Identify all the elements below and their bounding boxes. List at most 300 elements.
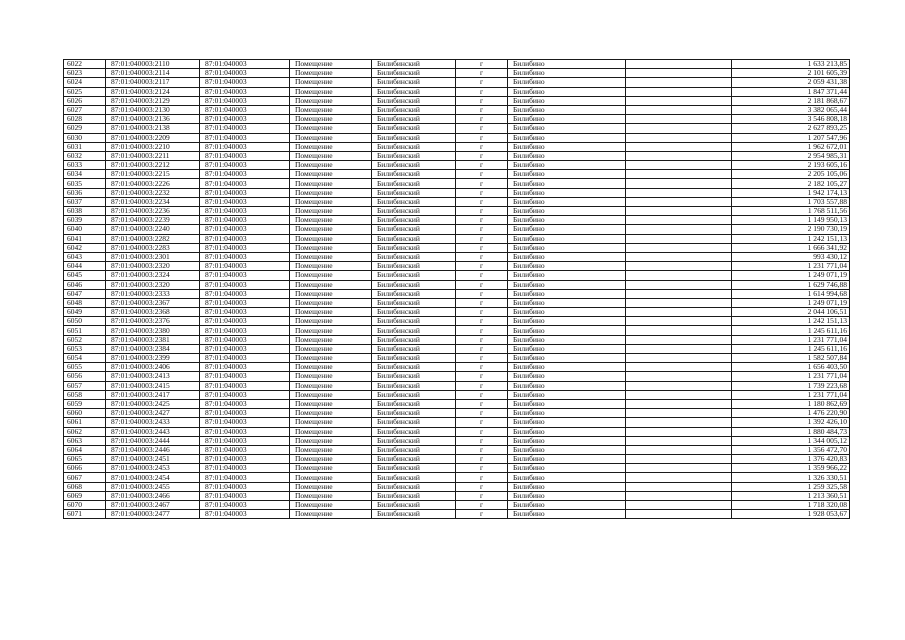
cell-address <box>626 482 732 491</box>
cell-num: 6055 <box>64 363 106 372</box>
cell-num: 6030 <box>64 133 106 142</box>
cell-settlement: Билибино <box>508 151 626 160</box>
cell-object-type: Помещение <box>290 197 372 206</box>
cell-value: 1 582 507,84 <box>732 354 850 363</box>
cell-settlement: Билибино <box>508 124 626 133</box>
cell-address <box>626 216 732 225</box>
cell-object-type: Помещение <box>290 124 372 133</box>
cell-settlement-type: г <box>456 289 508 298</box>
table-row <box>64 105 850 114</box>
cell-address <box>626 78 732 87</box>
cell-district: Билибинский <box>372 280 456 289</box>
cell-cadastral-number: 87:01:040003:2454 <box>106 473 200 482</box>
cell-district: Билибинский <box>372 418 456 427</box>
cell-quarter: 87:01:040003 <box>200 142 290 151</box>
cell-num: 6046 <box>64 280 106 289</box>
cell-cadastral-number: 87:01:040003:2413 <box>106 372 200 381</box>
cell-settlement: Билибино <box>508 427 626 436</box>
cell-num: 6037 <box>64 197 106 206</box>
cell-quarter: 87:01:040003 <box>200 298 290 307</box>
cell-quarter: 87:01:040003 <box>200 197 290 206</box>
cell-object-type: Помещение <box>290 271 372 280</box>
cell-num: 6067 <box>64 473 106 482</box>
cell-object-type: Помещение <box>290 354 372 363</box>
cell-quarter: 87:01:040003 <box>200 234 290 243</box>
cell-object-type: Помещение <box>290 161 372 170</box>
cell-settlement: Билибино <box>508 69 626 78</box>
cell-cadastral-number: 87:01:040003:2124 <box>106 87 200 96</box>
cell-value: 2 181 868,67 <box>732 96 850 105</box>
cell-value: 1 259 325,58 <box>732 482 850 491</box>
cell-quarter: 87:01:040003 <box>200 473 290 482</box>
cell-num: 6060 <box>64 409 106 418</box>
cell-cadastral-number: 87:01:040003:2136 <box>106 115 200 124</box>
table-row <box>64 96 850 105</box>
cell-object-type: Помещение <box>290 188 372 197</box>
cell-quarter: 87:01:040003 <box>200 344 290 353</box>
cell-num: 6062 <box>64 427 106 436</box>
cell-object-type: Помещение <box>290 234 372 243</box>
cell-num: 6026 <box>64 96 106 105</box>
cell-cadastral-number: 87:01:040003:2455 <box>106 482 200 491</box>
cell-district: Билибинский <box>372 510 456 519</box>
cell-quarter: 87:01:040003 <box>200 354 290 363</box>
cell-settlement-type: г <box>456 464 508 473</box>
table-row <box>64 60 850 69</box>
cell-settlement: Билибино <box>508 491 626 500</box>
cell-cadastral-number: 87:01:040003:2282 <box>106 234 200 243</box>
table-row <box>64 372 850 381</box>
cell-cadastral-number: 87:01:040003:2477 <box>106 510 200 519</box>
cell-object-type: Помещение <box>290 142 372 151</box>
cell-value: 1 880 484,73 <box>732 427 850 436</box>
cell-settlement-type: г <box>456 69 508 78</box>
cell-num: 6041 <box>64 234 106 243</box>
cell-quarter: 87:01:040003 <box>200 289 290 298</box>
cell-cadastral-number: 87:01:040003:2443 <box>106 427 200 436</box>
table-row <box>64 243 850 252</box>
cell-num: 6070 <box>64 501 106 510</box>
cell-value: 2 627 893,25 <box>732 124 850 133</box>
table-row <box>64 363 850 372</box>
cell-num: 6043 <box>64 252 106 261</box>
cell-value: 1 231 771,04 <box>732 372 850 381</box>
cell-quarter: 87:01:040003 <box>200 216 290 225</box>
cell-quarter: 87:01:040003 <box>200 262 290 271</box>
cell-num: 6056 <box>64 372 106 381</box>
cell-address <box>626 298 732 307</box>
cell-cadastral-number: 87:01:040003:2446 <box>106 445 200 454</box>
cell-object-type: Помещение <box>290 399 372 408</box>
cell-num: 6045 <box>64 271 106 280</box>
cell-num: 6023 <box>64 69 106 78</box>
cell-settlement: Билибино <box>508 243 626 252</box>
cell-object-type: Помещение <box>290 133 372 142</box>
cell-num: 6064 <box>64 445 106 454</box>
cell-district: Билибинский <box>372 69 456 78</box>
cell-object-type: Помещение <box>290 381 372 390</box>
cell-num: 6050 <box>64 317 106 326</box>
cell-settlement: Билибино <box>508 473 626 482</box>
cell-address <box>626 262 732 271</box>
cell-address <box>626 427 732 436</box>
cell-district: Билибинский <box>372 96 456 105</box>
cell-address <box>626 418 732 427</box>
cell-address <box>626 188 732 197</box>
cell-settlement: Билибино <box>508 409 626 418</box>
cell-district: Билибинский <box>372 308 456 317</box>
cell-settlement: Билибино <box>508 510 626 519</box>
cell-object-type: Помещение <box>290 179 372 188</box>
cell-quarter: 87:01:040003 <box>200 501 290 510</box>
cell-cadastral-number: 87:01:040003:2232 <box>106 188 200 197</box>
cell-settlement-type: г <box>456 399 508 408</box>
cell-settlement-type: г <box>456 179 508 188</box>
cell-cadastral-number: 87:01:040003:2130 <box>106 105 200 114</box>
cell-address <box>626 455 732 464</box>
cell-object-type: Помещение <box>290 335 372 344</box>
cell-district: Билибинский <box>372 289 456 298</box>
cell-settlement-type: г <box>456 271 508 280</box>
cell-value: 1 231 771,04 <box>732 262 850 271</box>
cell-settlement-type: г <box>456 252 508 261</box>
cell-settlement-type: г <box>456 427 508 436</box>
cell-settlement-type: г <box>456 473 508 482</box>
cell-address <box>626 69 732 78</box>
table-row <box>64 188 850 197</box>
cell-district: Билибинский <box>372 179 456 188</box>
cell-value: 1 231 771,04 <box>732 335 850 344</box>
cell-quarter: 87:01:040003 <box>200 179 290 188</box>
cell-cadastral-number: 87:01:040003:2467 <box>106 501 200 510</box>
cell-value: 1 392 426,10 <box>732 418 850 427</box>
cell-district: Билибинский <box>372 133 456 142</box>
cell-settlement-type: г <box>456 390 508 399</box>
cell-cadastral-number: 87:01:040003:2433 <box>106 418 200 427</box>
cell-settlement: Билибино <box>508 354 626 363</box>
cell-settlement-type: г <box>456 381 508 390</box>
cell-value: 1 249 071,19 <box>732 271 850 280</box>
cell-object-type: Помещение <box>290 427 372 436</box>
cell-address <box>626 60 732 69</box>
cell-settlement: Билибино <box>508 326 626 335</box>
cell-quarter: 87:01:040003 <box>200 271 290 280</box>
cell-num: 6036 <box>64 188 106 197</box>
cell-address <box>626 510 732 519</box>
table-row <box>64 69 850 78</box>
cell-cadastral-number: 87:01:040003:2215 <box>106 170 200 179</box>
table-row <box>64 271 850 280</box>
table-row <box>64 317 850 326</box>
cell-district: Билибинский <box>372 381 456 390</box>
cell-value: 2 190 730,19 <box>732 225 850 234</box>
cell-cadastral-number: 87:01:040003:2240 <box>106 225 200 234</box>
cell-object-type: Помещение <box>290 280 372 289</box>
cell-settlement: Билибино <box>508 207 626 216</box>
cell-cadastral-number: 87:01:040003:2117 <box>106 78 200 87</box>
cell-address <box>626 436 732 445</box>
cell-address <box>626 491 732 500</box>
cell-value: 1 739 223,68 <box>732 381 850 390</box>
cell-address <box>626 271 732 280</box>
cell-settlement-type: г <box>456 409 508 418</box>
cell-settlement: Билибино <box>508 216 626 225</box>
cell-district: Билибинский <box>372 262 456 271</box>
cell-object-type: Помещение <box>290 344 372 353</box>
cell-settlement: Билибино <box>508 170 626 179</box>
cell-quarter: 87:01:040003 <box>200 363 290 372</box>
cell-settlement: Билибино <box>508 197 626 206</box>
cell-cadastral-number: 87:01:040003:2209 <box>106 133 200 142</box>
cell-object-type: Помещение <box>290 491 372 500</box>
cell-district: Билибинский <box>372 473 456 482</box>
table-row <box>64 262 850 271</box>
cell-district: Билибинский <box>372 427 456 436</box>
cell-district: Билибинский <box>372 243 456 252</box>
cell-settlement-type: г <box>456 124 508 133</box>
cell-address <box>626 390 732 399</box>
cell-settlement-type: г <box>456 317 508 326</box>
cell-value: 1 356 472,70 <box>732 445 850 454</box>
cell-object-type: Помещение <box>290 510 372 519</box>
cell-value: 1 768 511,56 <box>732 207 850 216</box>
cell-object-type: Помещение <box>290 96 372 105</box>
table-row <box>64 151 850 160</box>
cell-settlement-type: г <box>456 436 508 445</box>
cell-quarter: 87:01:040003 <box>200 78 290 87</box>
cell-settlement-type: г <box>456 207 508 216</box>
cell-settlement: Билибино <box>508 133 626 142</box>
cell-district: Билибинский <box>372 188 456 197</box>
cell-district: Билибинский <box>372 271 456 280</box>
cell-district: Билибинский <box>372 491 456 500</box>
table-row <box>64 170 850 179</box>
cell-value: 1 344 005,12 <box>732 436 850 445</box>
table-row <box>64 354 850 363</box>
cell-settlement-type: г <box>456 510 508 519</box>
cell-cadastral-number: 87:01:040003:2380 <box>106 326 200 335</box>
cell-district: Билибинский <box>372 317 456 326</box>
cell-object-type: Помещение <box>290 326 372 335</box>
cell-cadastral-number: 87:01:040003:2283 <box>106 243 200 252</box>
cell-settlement-type: г <box>456 142 508 151</box>
cell-num: 6028 <box>64 115 106 124</box>
cell-district: Билибинский <box>372 501 456 510</box>
cell-cadastral-number: 87:01:040003:2114 <box>106 69 200 78</box>
cell-cadastral-number: 87:01:040003:2425 <box>106 399 200 408</box>
cell-object-type: Помещение <box>290 69 372 78</box>
table-row <box>64 207 850 216</box>
table-body <box>64 60 850 519</box>
cell-quarter: 87:01:040003 <box>200 482 290 491</box>
cell-settlement-type: г <box>456 197 508 206</box>
cell-settlement: Билибино <box>508 445 626 454</box>
cell-settlement-type: г <box>456 151 508 160</box>
cell-value: 1 242 151,13 <box>732 317 850 326</box>
cell-quarter: 87:01:040003 <box>200 418 290 427</box>
cell-address <box>626 354 732 363</box>
cell-settlement: Билибино <box>508 381 626 390</box>
cell-settlement: Билибино <box>508 142 626 151</box>
cell-quarter: 87:01:040003 <box>200 436 290 445</box>
cell-cadastral-number: 87:01:040003:2129 <box>106 96 200 105</box>
cell-value: 993 430,12 <box>732 252 850 261</box>
cell-quarter: 87:01:040003 <box>200 335 290 344</box>
cell-cadastral-number: 87:01:040003:2368 <box>106 308 200 317</box>
cell-settlement-type: г <box>456 308 508 317</box>
cell-settlement-type: г <box>456 96 508 105</box>
cell-settlement: Билибино <box>508 234 626 243</box>
cell-settlement: Билибино <box>508 317 626 326</box>
cell-address <box>626 381 732 390</box>
cell-cadastral-number: 87:01:040003:2376 <box>106 317 200 326</box>
table-row <box>64 399 850 408</box>
cell-object-type: Помещение <box>290 473 372 482</box>
cell-quarter: 87:01:040003 <box>200 308 290 317</box>
table-row <box>64 298 850 307</box>
table-row <box>64 234 850 243</box>
cell-quarter: 87:01:040003 <box>200 252 290 261</box>
table-row <box>64 335 850 344</box>
cell-settlement-type: г <box>456 170 508 179</box>
cell-settlement: Билибино <box>508 280 626 289</box>
cell-district: Билибинский <box>372 151 456 160</box>
cell-settlement: Билибино <box>508 252 626 261</box>
cell-object-type: Помещение <box>290 418 372 427</box>
cell-address <box>626 105 732 114</box>
cell-district: Билибинский <box>372 161 456 170</box>
cell-num: 6029 <box>64 124 106 133</box>
cell-value: 1 242 151,13 <box>732 234 850 243</box>
cell-settlement-type: г <box>456 115 508 124</box>
cell-district: Билибинский <box>372 124 456 133</box>
cell-value: 1 656 403,50 <box>732 363 850 372</box>
cell-address <box>626 161 732 170</box>
cell-object-type: Помещение <box>290 363 372 372</box>
cell-district: Билибинский <box>372 252 456 261</box>
cell-quarter: 87:01:040003 <box>200 381 290 390</box>
cell-quarter: 87:01:040003 <box>200 464 290 473</box>
table-row <box>64 427 850 436</box>
cell-quarter: 87:01:040003 <box>200 207 290 216</box>
cell-settlement: Билибино <box>508 115 626 124</box>
cell-district: Билибинский <box>372 482 456 491</box>
cell-address <box>626 87 732 96</box>
cell-district: Билибинский <box>372 455 456 464</box>
cell-settlement-type: г <box>456 225 508 234</box>
cell-district: Билибинский <box>372 445 456 454</box>
cell-value: 1 149 950,13 <box>732 216 850 225</box>
cell-address <box>626 280 732 289</box>
cell-district: Билибинский <box>372 170 456 179</box>
cell-district: Билибинский <box>372 207 456 216</box>
cell-settlement: Билибино <box>508 87 626 96</box>
cadastral-value-table <box>63 59 850 519</box>
cell-settlement: Билибино <box>508 344 626 353</box>
cell-cadastral-number: 87:01:040003:2324 <box>106 271 200 280</box>
cell-object-type: Помещение <box>290 243 372 252</box>
cell-cadastral-number: 87:01:040003:2444 <box>106 436 200 445</box>
cell-num: 6042 <box>64 243 106 252</box>
cell-value: 1 928 053,67 <box>732 510 850 519</box>
table-row <box>64 142 850 151</box>
cell-value: 1 245 611,16 <box>732 344 850 353</box>
cell-address <box>626 363 732 372</box>
cell-cadastral-number: 87:01:040003:2226 <box>106 179 200 188</box>
cell-cadastral-number: 87:01:040003:2399 <box>106 354 200 363</box>
cell-quarter: 87:01:040003 <box>200 510 290 519</box>
cell-settlement-type: г <box>456 354 508 363</box>
cell-quarter: 87:01:040003 <box>200 280 290 289</box>
cell-object-type: Помещение <box>290 464 372 473</box>
cell-value: 1 703 557,88 <box>732 197 850 206</box>
table-row <box>64 501 850 510</box>
cell-num: 6059 <box>64 399 106 408</box>
cell-cadastral-number: 87:01:040003:2236 <box>106 207 200 216</box>
cell-settlement-type: г <box>456 188 508 197</box>
cell-cadastral-number: 87:01:040003:2301 <box>106 252 200 261</box>
cell-cadastral-number: 87:01:040003:2367 <box>106 298 200 307</box>
cell-quarter: 87:01:040003 <box>200 225 290 234</box>
cell-settlement: Билибино <box>508 188 626 197</box>
cell-settlement-type: г <box>456 455 508 464</box>
cell-num: 6048 <box>64 298 106 307</box>
cell-quarter: 87:01:040003 <box>200 372 290 381</box>
cell-settlement: Билибино <box>508 298 626 307</box>
cell-value: 1 614 994,68 <box>732 289 850 298</box>
cell-cadastral-number: 87:01:040003:2427 <box>106 409 200 418</box>
cell-object-type: Помещение <box>290 445 372 454</box>
cell-num: 6057 <box>64 381 106 390</box>
cell-cadastral-number: 87:01:040003:2466 <box>106 491 200 500</box>
cell-cadastral-number: 87:01:040003:2210 <box>106 142 200 151</box>
table-row <box>64 491 850 500</box>
cell-address <box>626 473 732 482</box>
cell-cadastral-number: 87:01:040003:2453 <box>106 464 200 473</box>
cell-address <box>626 464 732 473</box>
cell-settlement-type: г <box>456 60 508 69</box>
cell-quarter: 87:01:040003 <box>200 69 290 78</box>
cell-value: 1 629 746,88 <box>732 280 850 289</box>
cell-num: 6039 <box>64 216 106 225</box>
cell-quarter: 87:01:040003 <box>200 105 290 114</box>
cell-value: 1 633 213,85 <box>732 60 850 69</box>
cell-value: 1 245 611,16 <box>732 326 850 335</box>
cell-settlement: Билибино <box>508 482 626 491</box>
cell-object-type: Помещение <box>290 252 372 261</box>
cell-settlement-type: г <box>456 133 508 142</box>
cell-address <box>626 170 732 179</box>
table-row <box>64 161 850 170</box>
cell-object-type: Помещение <box>290 115 372 124</box>
cell-district: Билибинский <box>372 363 456 372</box>
cell-address <box>626 344 732 353</box>
cell-value: 1 213 360,51 <box>732 491 850 500</box>
cell-district: Билибинский <box>372 372 456 381</box>
cell-object-type: Помещение <box>290 87 372 96</box>
cell-num: 6025 <box>64 87 106 96</box>
cell-district: Билибинский <box>372 87 456 96</box>
cell-settlement: Билибино <box>508 179 626 188</box>
cell-value: 1 249 071,19 <box>732 298 850 307</box>
cell-num: 6065 <box>64 455 106 464</box>
cell-district: Билибинский <box>372 234 456 243</box>
cell-value: 3 546 808,18 <box>732 115 850 124</box>
cell-quarter: 87:01:040003 <box>200 188 290 197</box>
cell-address <box>626 372 732 381</box>
table-row <box>64 409 850 418</box>
cell-quarter: 87:01:040003 <box>200 390 290 399</box>
